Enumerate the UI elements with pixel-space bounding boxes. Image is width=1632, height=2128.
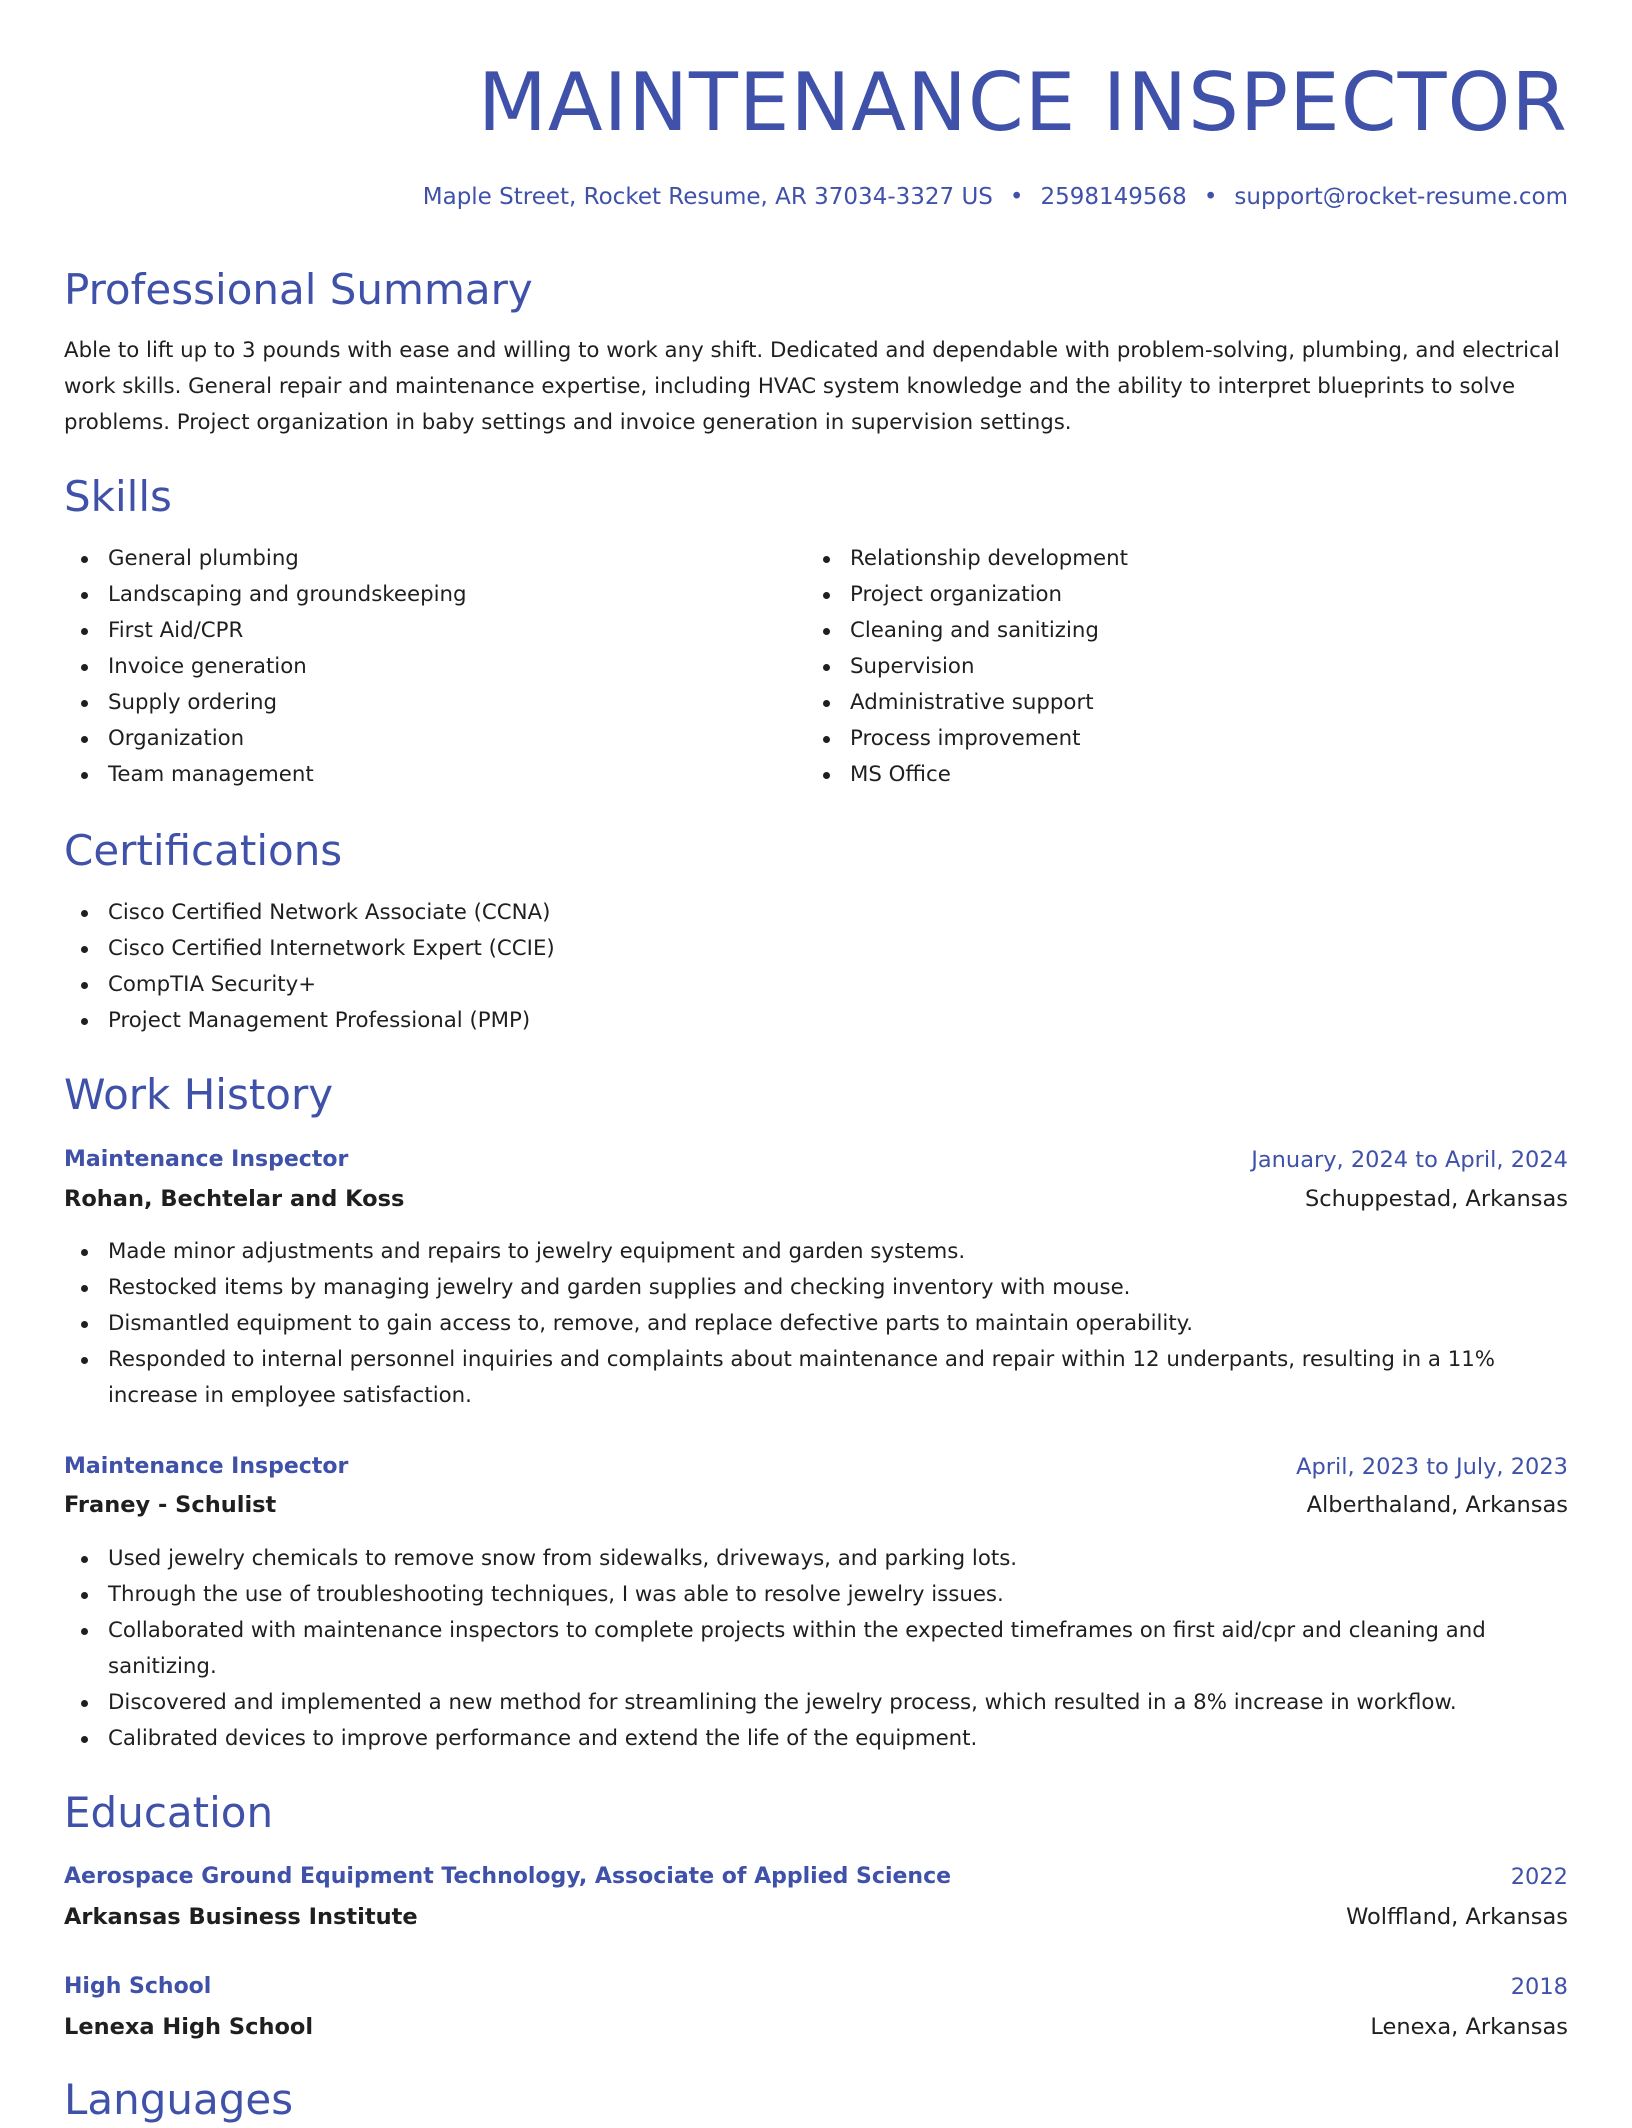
skill-item: Administrative support — [806, 685, 1526, 721]
skill-item: Invoice generation — [64, 649, 784, 685]
job-bullet: Restocked items by managing jewelry and garden supplies and checking inventory with mouse. — [64, 1270, 1568, 1306]
contact-phone: 2598149568 — [1040, 184, 1187, 210]
skill-item: Landscaping and groundskeeping — [64, 577, 784, 613]
job-location: Alberthaland, Arkansas — [1306, 1492, 1568, 1518]
education-school: Arkansas Business Institute — [64, 1904, 418, 1930]
skill-item: First Aid/CPR — [64, 613, 784, 649]
job-title: Maintenance Inspector — [64, 1147, 349, 1172]
skills-heading: Skills — [64, 472, 172, 521]
contact-line — [423, 180, 1568, 214]
contact-separator: • — [1009, 184, 1024, 210]
contact-separator: • — [1203, 184, 1218, 210]
job-bullet: Responded to internal personnel inquiries and complaints about maintenance and repair within 12 underpants, resulting in a 11% increase in employee satisfaction. — [64, 1342, 1568, 1414]
skill-item: MS Office — [806, 757, 1526, 793]
certification-item: Cisco Certified Internetwork Expert (CCIE) — [64, 931, 1568, 967]
education-year: 2022 — [1510, 1864, 1568, 1890]
education-subheader — [64, 1898, 1568, 1936]
job-bullet: Calibrated devices to improve performance and extend the life of the equipment. — [64, 1721, 1568, 1757]
education-school: Lenexa High School — [64, 2014, 314, 2040]
job-bullet: Through the use of troubleshooting techniques, I was able to resolve jewelry issues. — [64, 1577, 1568, 1613]
skill-item: Relationship development — [806, 541, 1526, 577]
summary-heading: Professional Summary — [64, 265, 533, 314]
education-location: Wolffland, Arkansas — [1346, 1904, 1568, 1930]
education-year: 2018 — [1510, 1974, 1568, 2000]
certifications-heading: Certifications — [64, 826, 343, 875]
education-location: Lenexa, Arkansas — [1370, 2014, 1568, 2040]
contact-address: Maple Street, Rocket Resume, AR 37034-3327 US — [422, 184, 993, 210]
job-bullet: Dismantled equipment to gain access to, remove, and replace defective parts to maintain operability. — [64, 1306, 1568, 1342]
job-bullets — [64, 1234, 1568, 1414]
skill-item: Supervision — [806, 649, 1526, 685]
job-bullet: Made minor adjustments and repairs to jewelry equipment and garden systems. — [64, 1234, 1568, 1270]
skill-item: Supply ordering — [64, 685, 784, 721]
education-header — [64, 1968, 1568, 2006]
certification-item: Project Management Professional (PMP) — [64, 1003, 1568, 1039]
contact-email[interactable]: support@rocket-resume.com — [1234, 184, 1568, 210]
work-history-heading: Work History — [64, 1070, 334, 1119]
job-header — [64, 1448, 1568, 1486]
skill-item: Process improvement — [806, 721, 1526, 757]
education-heading: Education — [64, 1788, 274, 1837]
education-degree: High School — [64, 1974, 212, 1999]
job-header — [64, 1141, 1568, 1179]
skills-list-left — [64, 541, 784, 793]
job-employer: Franey - Schulist — [64, 1492, 277, 1518]
job-bullet: Discovered and implemented a new method for streamlining the jewelry process, which resulted in a 8% increase in workflow. — [64, 1685, 1568, 1721]
skill-item: Team management — [64, 757, 784, 793]
job-title: Maintenance Inspector — [64, 1454, 349, 1479]
languages-heading: Languages — [64, 2075, 294, 2124]
education-degree: Aerospace Ground Equipment Technology, Associate of Applied Science — [64, 1864, 952, 1889]
job-location: Schuppestad, Arkansas — [1304, 1186, 1568, 1212]
job-bullets — [64, 1541, 1568, 1757]
certification-item: CompTIA Security+ — [64, 967, 1568, 1003]
job-dates: April, 2023 to July, 2023 — [1296, 1454, 1568, 1480]
skill-item: General plumbing — [64, 541, 784, 577]
skill-item: Organization — [64, 721, 784, 757]
job-subheader — [64, 1180, 1568, 1218]
job-bullet: Collaborated with maintenance inspectors to complete projects within the expected timeframes on first aid/cpr and cleaning and sanitizing. — [64, 1613, 1568, 1685]
certification-item: Cisco Certified Network Associate (CCNA) — [64, 895, 1568, 931]
skill-item: Project organization — [806, 577, 1526, 613]
education-subheader — [64, 2008, 1568, 2046]
job-subheader — [64, 1486, 1568, 1524]
job-employer: Rohan, Bechtelar and Koss — [64, 1186, 405, 1212]
skills-list-right — [806, 541, 1526, 793]
job-bullet: Used jewelry chemicals to remove snow from sidewalks, driveways, and parking lots. — [64, 1541, 1568, 1577]
certifications-list — [64, 895, 1568, 1039]
education-header — [64, 1858, 1568, 1896]
summary-text: Able to lift up to 3 pounds with ease and willing to work any shift. Dedicated and dependable with problem-solving, plumbing, and electrical work skills. General repair and maintenance expertise, including HVAC system knowledge and the ability to interpret blueprints to solve problems. Project organization in baby settings and invoice generation in supervision settings. — [64, 338, 1560, 435]
job-dates: January, 2024 to April, 2024 — [1251, 1147, 1568, 1173]
resume-name: MAINTENANCE INSPECTOR — [477, 56, 1568, 149]
skill-item: Cleaning and sanitizing — [806, 613, 1526, 649]
